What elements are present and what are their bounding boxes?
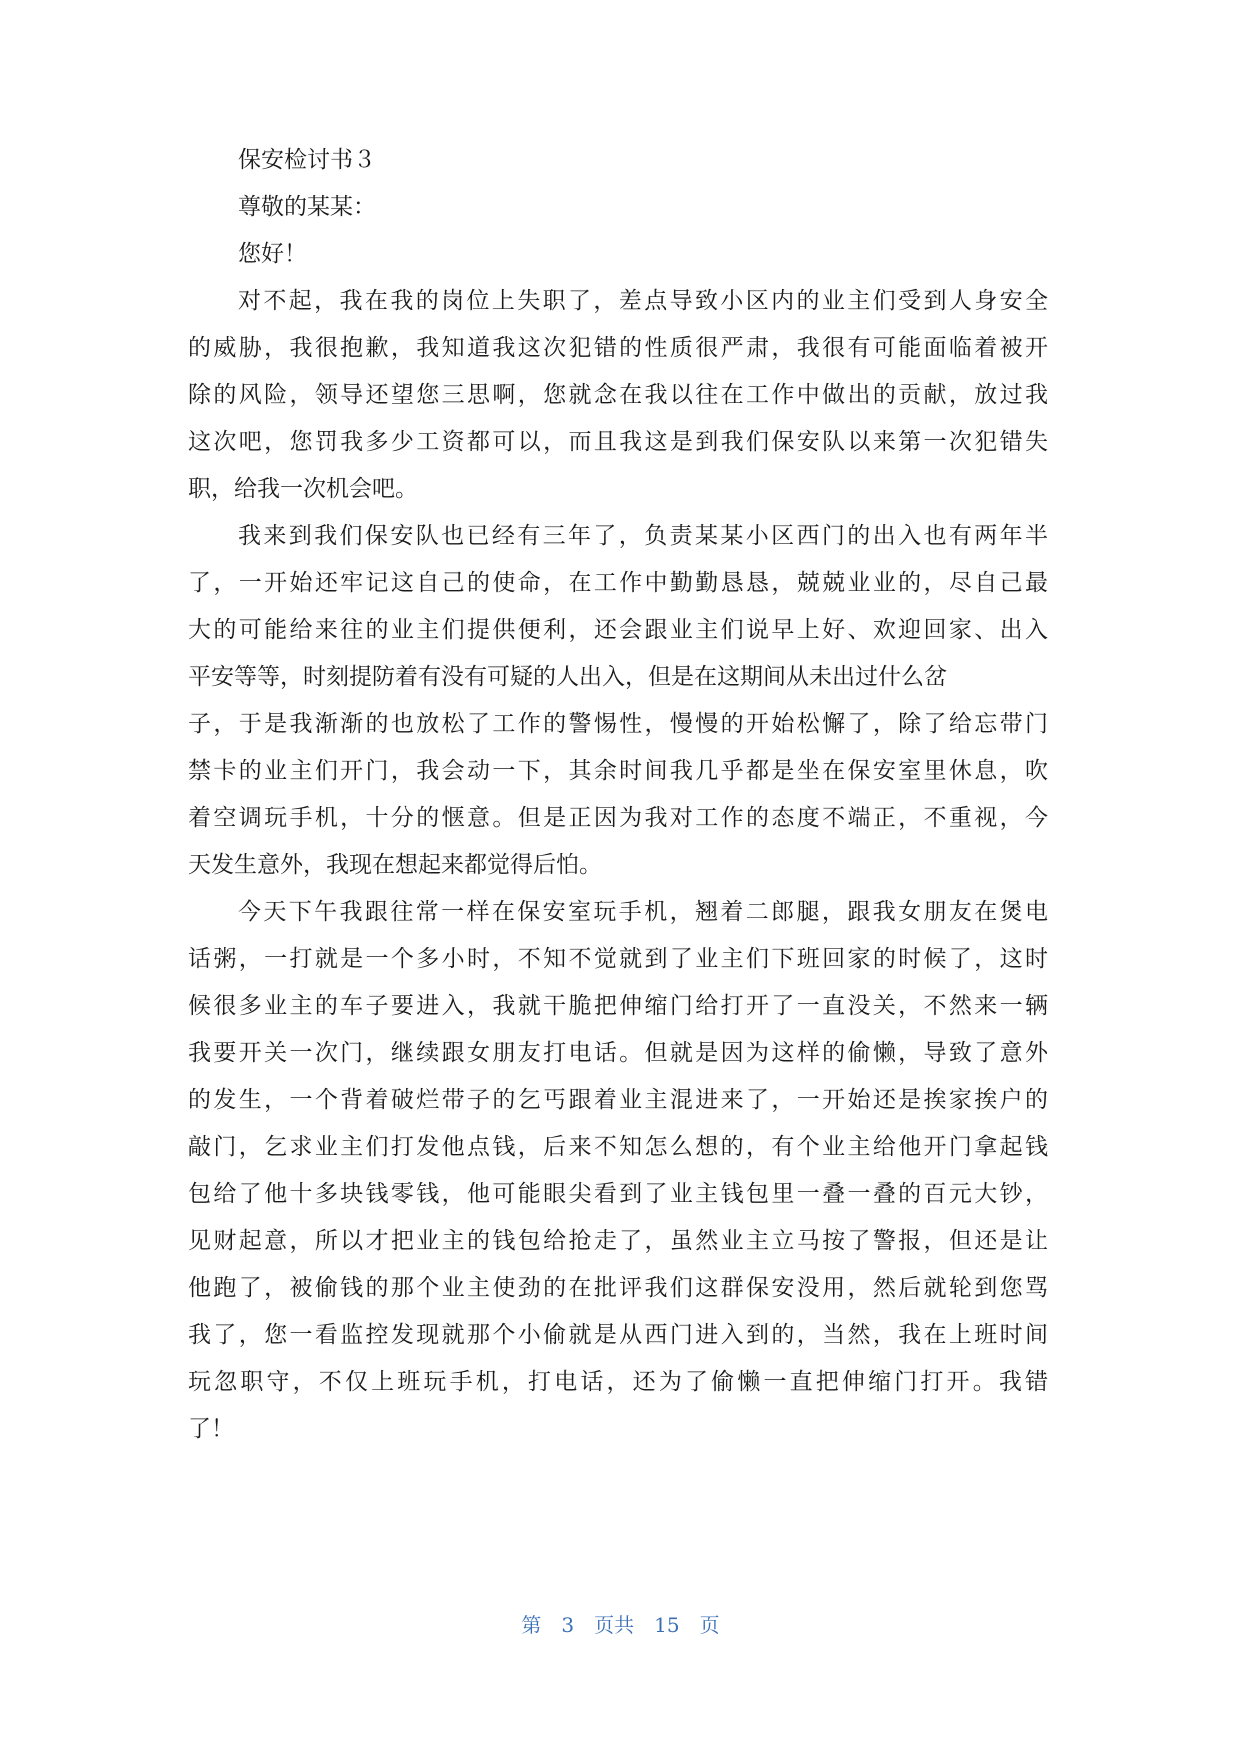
body-line: 我要开关一次门，继续跟女朋友打电话。但就是因为这样的偷懒，导致了意外 [188,1040,1048,1066]
body-line: 了！ [188,1416,234,1442]
body-line: 我来到我们保安队也已经有三年了，负责某某小区西门的出入也有两年半 [238,523,1048,549]
body-line: 大的可能给来往的业主们提供便利，还会跟业主们说早上好、欢迎回家、出入 [188,617,1048,643]
body-line: 包给了他十多块钱零钱，他可能眼尖看到了业主钱包里一叠一叠的百元大钞， [188,1181,1048,1207]
body-line: 的威胁，我很抱歉，我知道我这次犯错的性质很严肃，我很有可能面临着被开 [188,335,1048,361]
page-number-footer: 第 3 页共 15 页 [521,1613,720,1637]
body-line: 子，于是我渐渐的也放松了工作的警惕性，慢慢的开始松懈了，除了给忘带门 [188,711,1048,737]
body-line: 职，给我一次机会吧。 [188,476,418,502]
body-line: 的发生，一个背着破烂带子的乞丐跟着业主混进来了，一开始还是挨家挨户的 [188,1087,1048,1113]
body-line: 对不起，我在我的岗位上失职了，差点导致小区内的业主们受到人身安全 [238,288,1048,314]
document-title: 保安检讨书３ [238,147,376,173]
body-line: 见财起意，所以才把业主的钱包给抢走了，虽然业主立马按了警报，但还是让 [188,1228,1048,1254]
body-line: 禁卡的业主们开门，我会动一下，其余时间我几乎都是坐在保安室里休息，吹 [188,758,1048,784]
body-line: 敲门，乞求业主们打发他点钱，后来不知怎么想的，有个业主给他开门拿起钱 [188,1134,1048,1160]
body-line: 今天下午我跟往常一样在保安室玩手机，翘着二郎腿，跟我女朋友在煲电 [238,899,1048,925]
body-line: 了，一开始还牢记这自己的使命，在工作中勤勤恳恳，兢兢业业的，尽自己最 [188,570,1048,596]
body-line: 这次吧，您罚我多少工资都可以，而且我这是到我们保安队以来第一次犯错失 [188,429,1048,455]
body-line: 我了，您一看监控发现就那个小偷就是从西门进入到的，当然，我在上班时间 [188,1322,1048,1348]
body-line: 候很多业主的车子要进入，我就干脆把伸缩门给打开了一直没关，不然来一辆 [188,993,1048,1019]
body-line: 玩忽职守，不仅上班玩手机，打电话，还为了偷懒一直把伸缩门打开。我错 [188,1369,1048,1395]
body-line: 他跑了，被偷钱的那个业主使劲的在批评我们这群保安没用，然后就轮到您骂 [188,1275,1048,1301]
body-line: 除的风险，领导还望您三思啊，您就念在我以往在工作中做出的贡献，放过我 [188,382,1048,408]
body-line: 平安等等，时刻提防着有没有可疑的人出入，但是在这期间从未出过什么岔 [188,664,947,690]
body-line: 着空调玩手机，十分的惬意。但是正因为我对工作的态度不端正，不重视，今 [188,805,1048,831]
body-line: 话粥，一打就是一个多小时，不知不觉就到了业主们下班回家的时候了，这时 [188,946,1048,972]
salutation: 尊敬的某某： [238,194,376,220]
greeting: 您好！ [238,241,307,267]
body-line: 天发生意外，我现在想起来都觉得后怕。 [188,852,602,878]
